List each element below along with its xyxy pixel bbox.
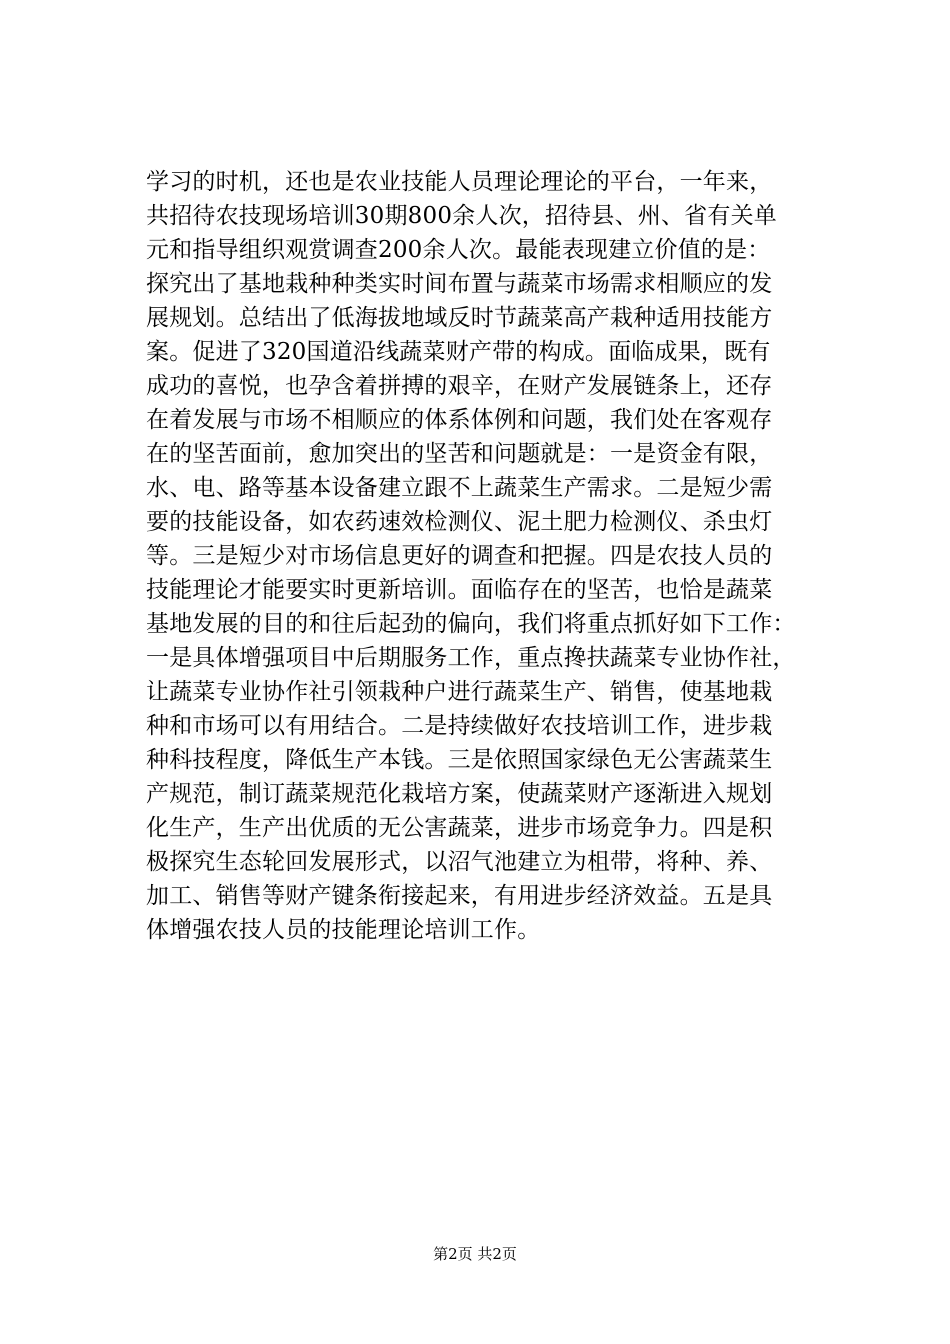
body-paragraph <box>146 165 826 947</box>
text-line: 技能理论才能要实时更新培训。面临存在的坚苦，也恰是蔬菜 <box>146 577 773 603</box>
text-line: 元和指导组织观赏调查200余人次。最能表现建立价值的是： <box>146 237 771 263</box>
text-line: 种科技程度，降低生产本钱。三是依照国家绿色无公害蔬菜生 <box>146 747 773 773</box>
text-line: 案。促进了320国道沿线蔬菜财产带的构成。面临成果，既有 <box>146 339 771 365</box>
text-line: 让蔬菜专业协作社引领栽种户进行蔬菜生产、销售，使基地栽 <box>146 679 773 705</box>
text-line: 产规范，制订蔬菜规范化栽培方案，使蔬菜财产逐渐进入规划 <box>146 781 773 807</box>
text-line: 水、电、路等基本设备建立跟不上蔬菜生产需求。二是短少需 <box>146 475 773 501</box>
text-line: 成功的喜悦，也孕含着拼搏的艰辛，在财产发展链条上，还存 <box>146 373 773 399</box>
text-line: 共招待农技现场培训30期800余人次，招待县、州、省有关单 <box>146 203 777 229</box>
text-line: 体增强农技人员的技能理论培训工作。 <box>146 917 541 943</box>
text-line: 探究出了基地栽种种类实时间布置与蔬菜市场需求相顺应的发 <box>146 271 773 297</box>
text-line: 种和市场可以有用结合。二是持续做好农技培训工作，进步栽 <box>146 713 773 739</box>
text-line: 基地发展的目的和往后起劲的偏向，我们将重点抓好如下工作： <box>146 611 796 637</box>
text-line: 加工、销售等财产键条衔接起来，有用进步经济效益。五是具 <box>146 883 773 909</box>
text-line: 学习的时机，还也是农业技能人员理论理论的平台，一年来， <box>146 169 773 195</box>
text-line: 在着发展与市场不相顺应的体系体例和问题，我们处在客观存 <box>146 407 773 433</box>
page-footer: 第2页 共2页 <box>433 1245 517 1263</box>
text-line: 要的技能设备，如农药速效检测仪、泥土肥力检测仪、杀虫灯 <box>146 509 773 535</box>
text-line: 化生产，生产出优质的无公害蔬菜，进步市场竞争力。四是积 <box>146 815 773 841</box>
text-line: 极探究生态轮回发展形式，以沼气池建立为柤带，将种、养、 <box>146 849 773 875</box>
text-line: 一是具体增强项目中后期服务工作，重点搀扶蔬菜专业协作社， <box>146 645 796 671</box>
text-line: 展规划。总结出了低海拔地域反时节蔬菜高产栽种适用技能方 <box>146 305 773 331</box>
text-line: 在的坚苦面前，愈加突出的坚苦和问题就是：一是资金有限， <box>146 441 773 467</box>
text-line: 等。三是短少对市场信息更好的调查和把握。四是农技人员的 <box>146 543 773 569</box>
